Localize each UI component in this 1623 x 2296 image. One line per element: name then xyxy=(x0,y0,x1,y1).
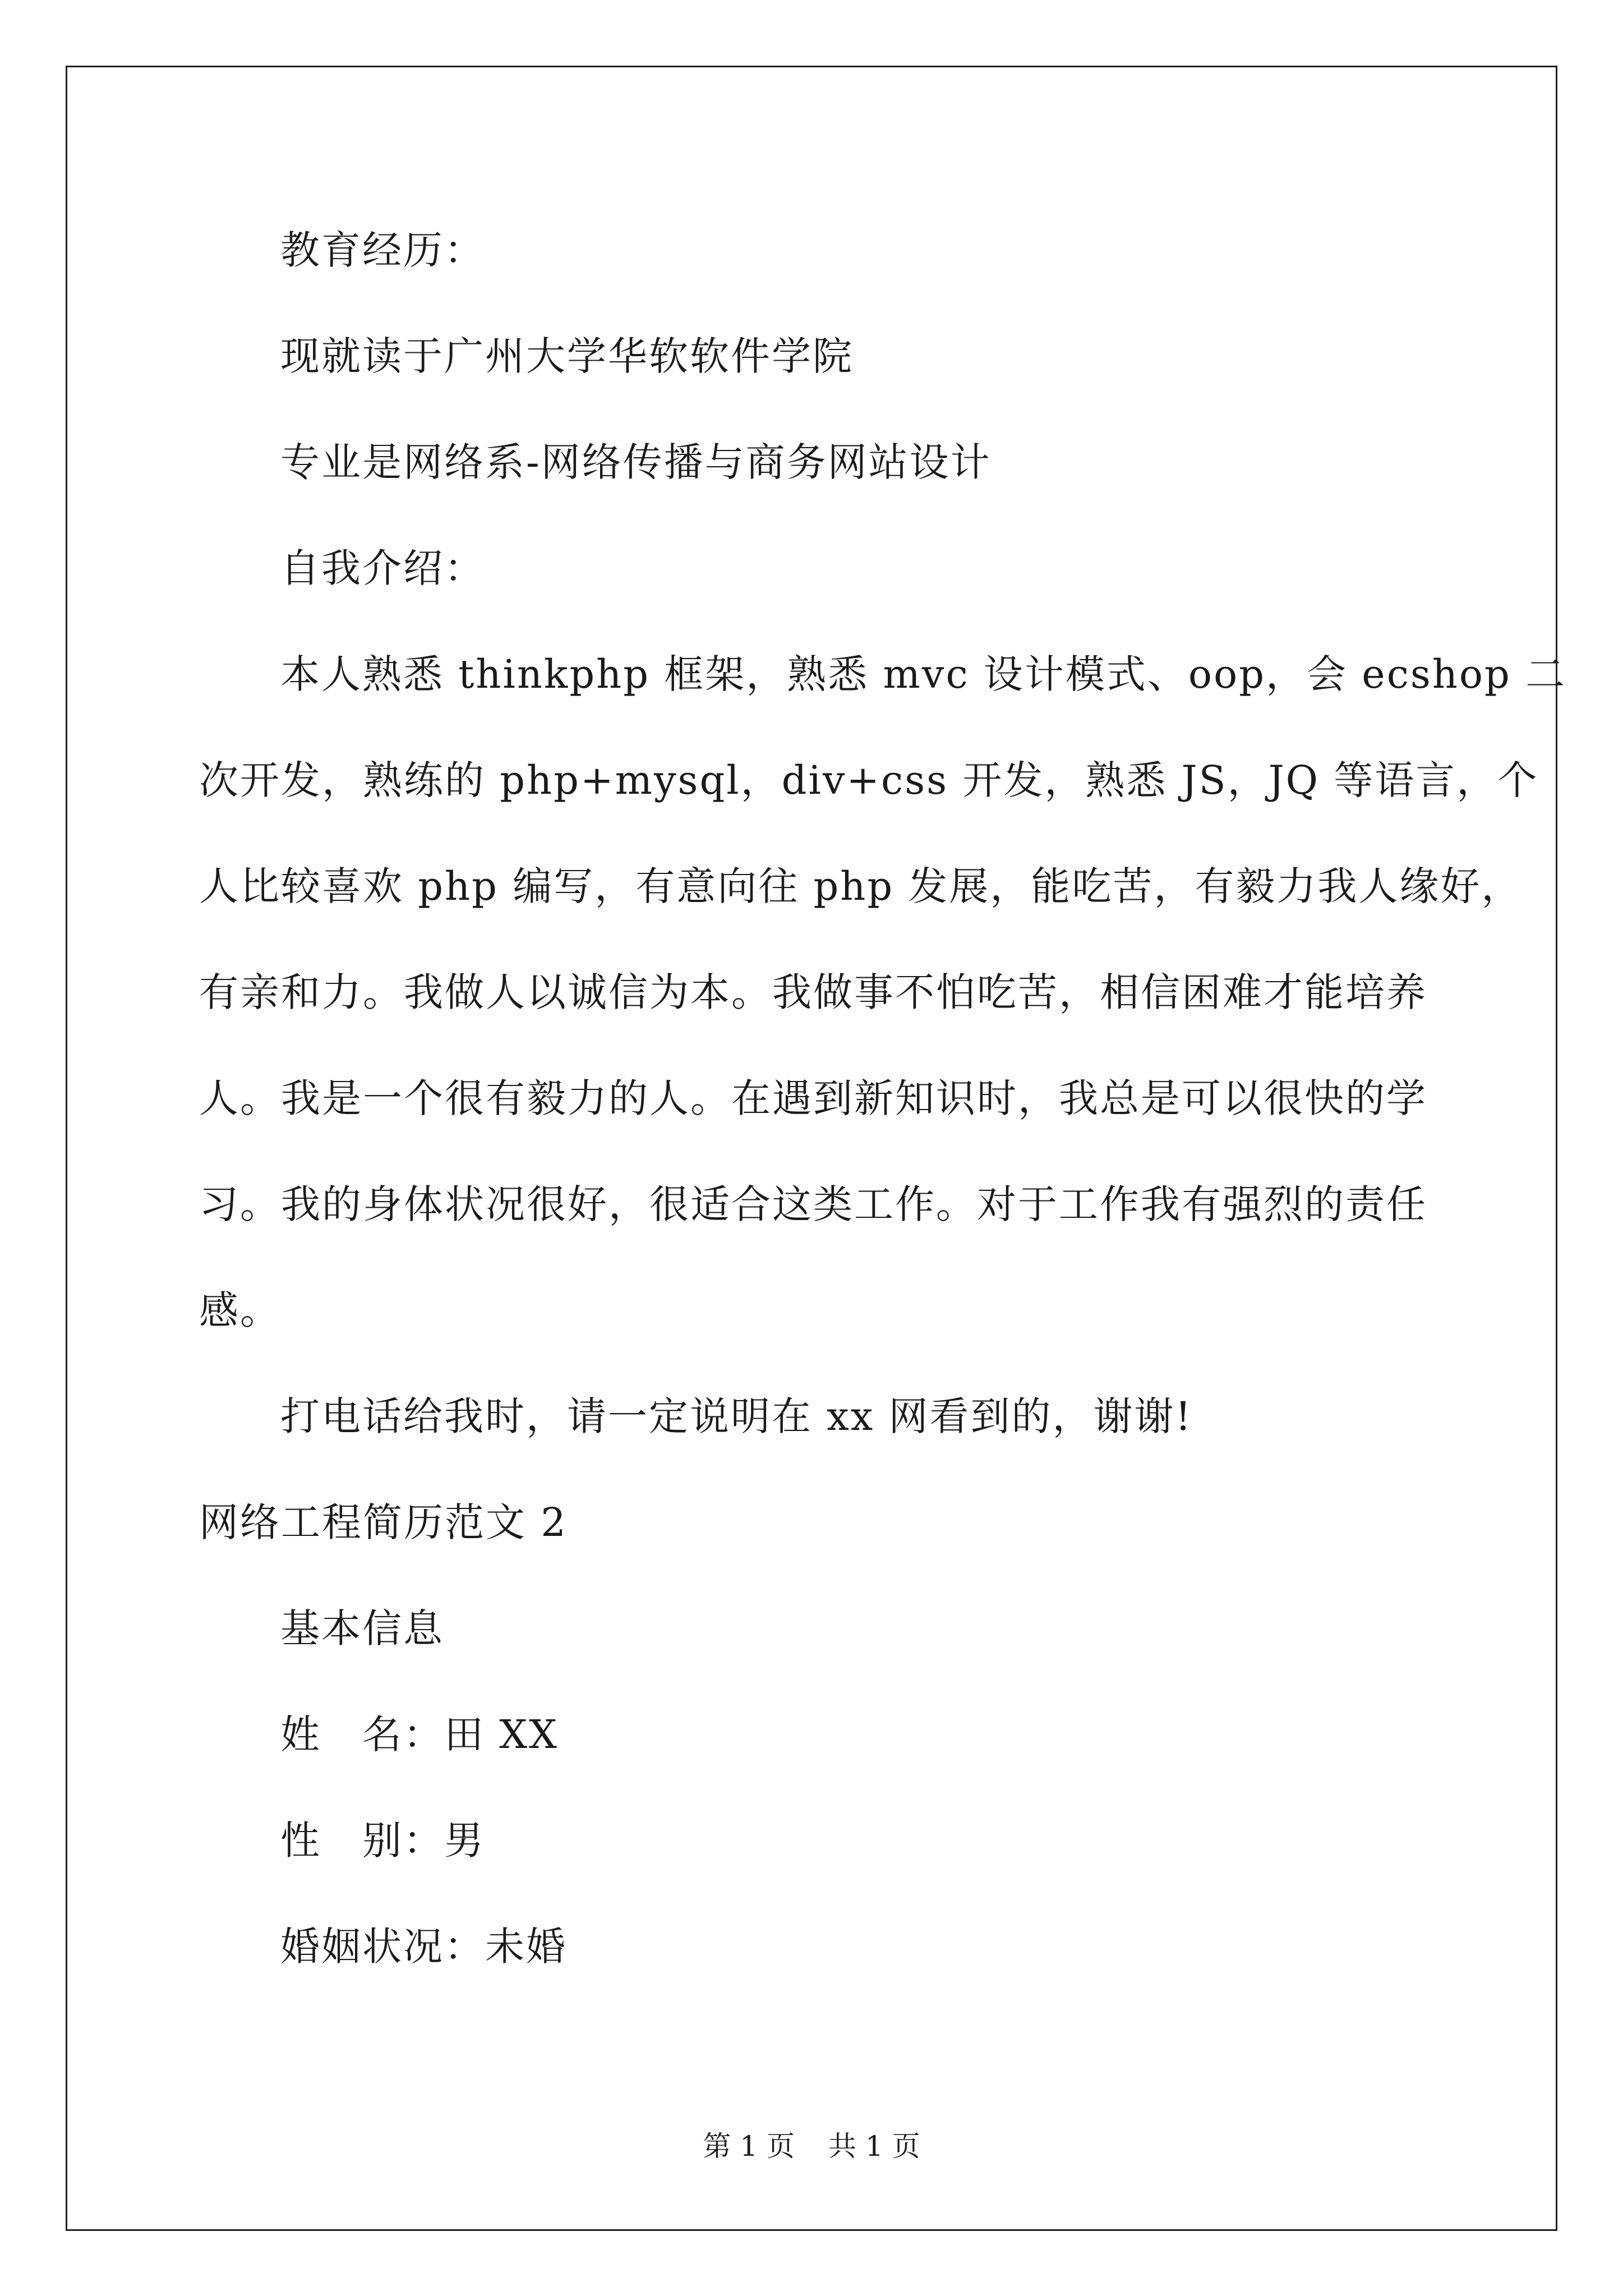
gender-line: 性 别：男 xyxy=(280,1818,485,1864)
self-intro-line: 习。我的身体状况很好，很适合这类工作。对于工作我有强烈的责任 xyxy=(199,1181,1427,1227)
page-number-total: 共 1 页 xyxy=(828,2130,920,2162)
self-intro-line: 人。我是一个很有毅力的人。在遇到新知识时，我总是可以很快的学 xyxy=(199,1075,1427,1121)
self-intro-line: 本人熟悉 thinkphp 框架，熟悉 mvc 设计模式、oop，会 ecshop 二 xyxy=(280,651,1567,697)
self-intro-paragraph xyxy=(199,647,1567,1337)
self-intro-line: 人比较喜欢 php 编写，有意向往 php 发展，能吃苦，有毅力我人缘好， xyxy=(199,863,1523,909)
section-title: 网络工程简历范文 2 xyxy=(199,1499,568,1545)
basic-info-label: 基本信息 xyxy=(280,1605,444,1651)
school-line: 现就读于广州大学华软软件学院 xyxy=(280,333,854,379)
self-intro-line: 次开发，熟练的 php+mysql，div+css 开发，熟悉 JS，JQ 等语言，个 xyxy=(199,757,1539,803)
major-line: 专业是网络系-网络传播与商务网站设计 xyxy=(280,439,992,485)
page-number-current: 第 1 页 xyxy=(703,2130,795,2162)
self-intro-line: 感。 xyxy=(199,1287,281,1333)
education-label: 教育经历： xyxy=(280,227,485,273)
marital-status-line: 婚姻状况：未婚 xyxy=(280,1924,567,1970)
name-line: 姓 名：田 XX xyxy=(280,1711,559,1757)
page-footer xyxy=(0,2129,1623,2163)
self-intro-label: 自我介绍： xyxy=(280,545,485,591)
call-note: 打电话给我时，请一定说明在 xx 网看到的，谢谢! xyxy=(280,1393,1193,1439)
document-body xyxy=(199,223,1567,2026)
self-intro-line: 有亲和力。我做人以诚信为本。我做事不怕吃苦，相信困难才能培养 xyxy=(199,969,1427,1015)
